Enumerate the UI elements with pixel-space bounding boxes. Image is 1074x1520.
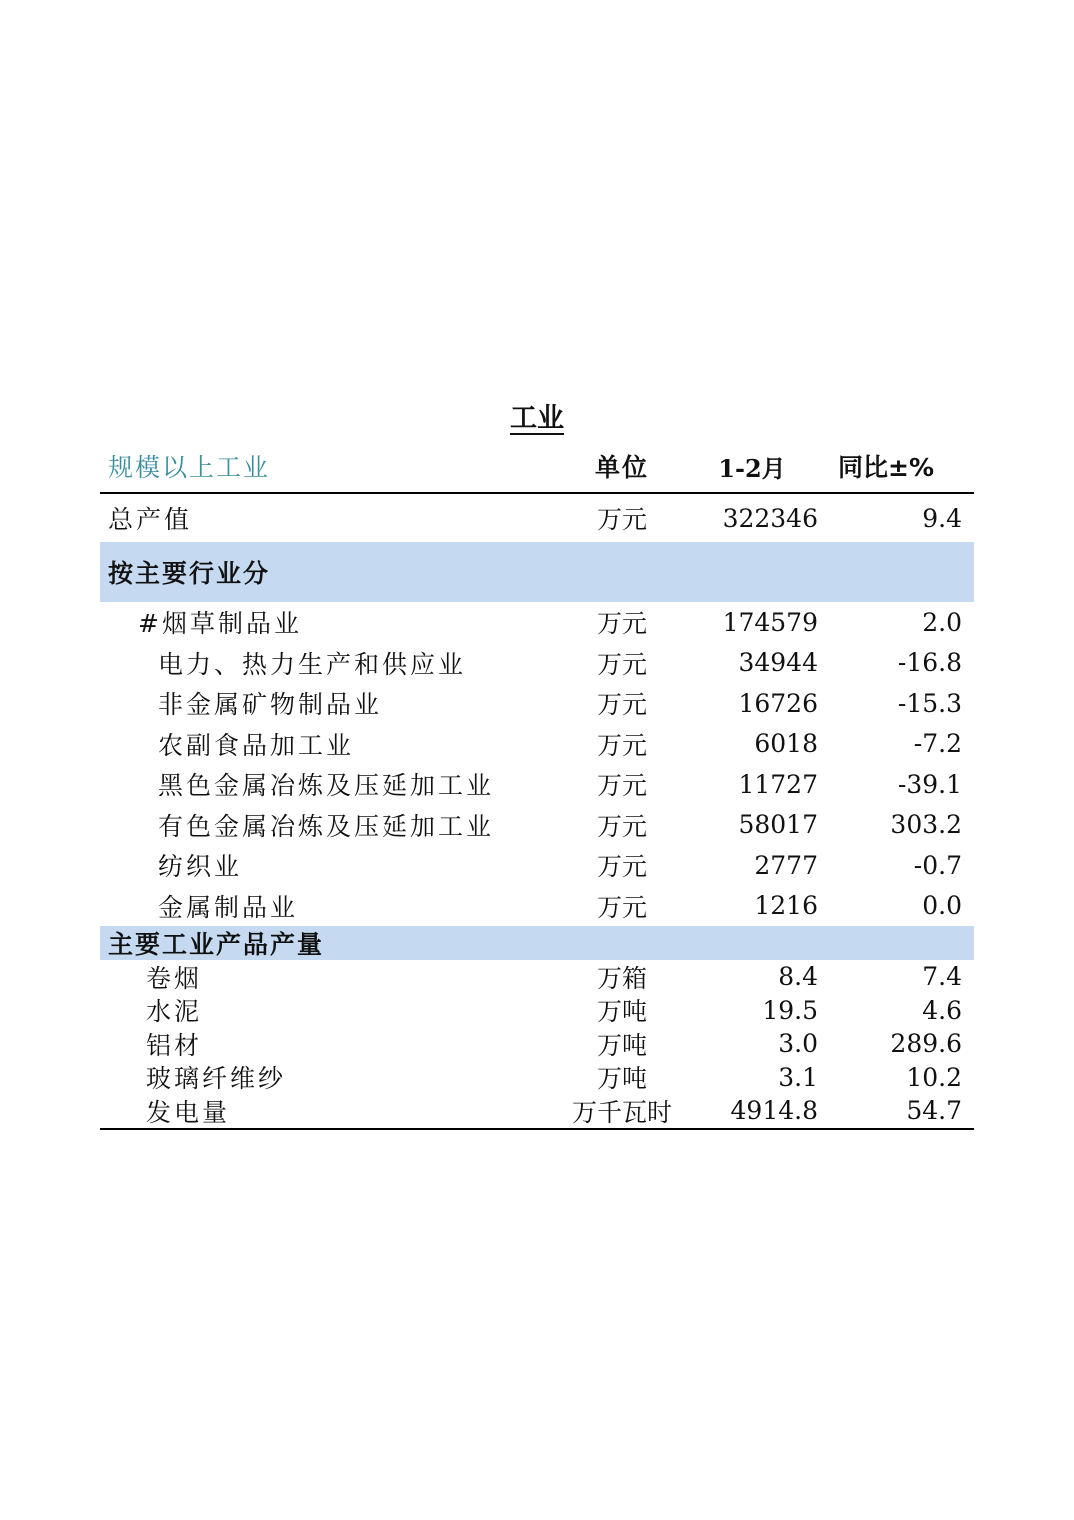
row-value: 6018 <box>754 729 818 759</box>
row-yoy: 10.2 <box>906 1062 962 1092</box>
row-yoy: 4.6 <box>922 995 962 1025</box>
row-value: 2777 <box>754 850 818 880</box>
row-yoy: -7.2 <box>913 729 962 759</box>
row-value: 19.5 <box>762 995 818 1025</box>
row-name: 纺织业 <box>158 852 243 882</box>
row-yoy: 2.0 <box>922 607 962 637</box>
table-row <box>100 1094 974 1128</box>
row-unit: 万吨 <box>596 1030 647 1060</box>
row-yoy: -15.3 <box>897 688 962 718</box>
row-yoy: -16.8 <box>897 648 962 678</box>
row-name: 农副食品加工业 <box>158 730 355 760</box>
row-unit: 万箱 <box>596 963 647 993</box>
section-main-products-label: 主要工业产品产量 <box>108 930 325 959</box>
row-name: 有色金属冶炼及压延加工业 <box>158 811 495 841</box>
row-unit: 万元 <box>596 730 647 760</box>
table-row <box>100 602 974 643</box>
row-name: 黑色金属冶炼及压延加工业 <box>158 771 495 801</box>
table-row <box>100 1061 974 1095</box>
row-value: 16726 <box>738 688 818 718</box>
row-yoy: 289.6 <box>890 1029 962 1059</box>
industry-table <box>100 440 974 1130</box>
row-yoy: 7.4 <box>922 962 962 992</box>
row-name: 电力、热力生产和供应业 <box>158 649 467 679</box>
total-yoy: 9.4 <box>922 503 962 533</box>
row-name: 金属制品业 <box>158 892 299 922</box>
header-yoy: 同比±% <box>838 453 934 482</box>
row-yoy: -39.1 <box>897 769 962 799</box>
header-value: 1-2月 <box>718 453 786 483</box>
table-row <box>100 764 974 805</box>
table-row <box>100 683 974 724</box>
row-unit: 万千瓦时 <box>571 1097 672 1127</box>
row-value: 8.4 <box>778 962 818 992</box>
row-value: 3.1 <box>778 1062 818 1092</box>
row-unit: 万吨 <box>596 997 647 1027</box>
header-section-label: 规模以上工业 <box>108 453 271 482</box>
table-row <box>100 886 974 927</box>
total-unit: 万元 <box>596 505 647 534</box>
table-row <box>100 724 974 765</box>
row-value: 1216 <box>754 891 818 921</box>
row-unit: 万元 <box>596 852 647 882</box>
section-by-industry-label: 按主要行业分 <box>108 559 271 588</box>
table-row <box>100 1027 974 1061</box>
table-row <box>100 643 974 684</box>
row-unit: 万元 <box>596 690 647 720</box>
header-unit: 单位 <box>594 453 649 482</box>
table-row <box>100 960 974 994</box>
row-value: 11727 <box>738 769 818 799</box>
row-value: 58017 <box>738 810 818 840</box>
table-row <box>100 805 974 846</box>
row-name: 玻璃纤维纱 <box>146 1064 287 1094</box>
row-name: 非金属矿物制品业 <box>158 690 383 720</box>
row-unit: 万吨 <box>596 1064 647 1094</box>
total-value: 322346 <box>722 503 818 533</box>
table-header <box>100 440 974 494</box>
row-name: 铝材 <box>146 1030 203 1060</box>
section-by-industry <box>100 542 974 602</box>
row-value: 4914.8 <box>730 1096 818 1126</box>
row-name: 卷烟 <box>146 963 203 993</box>
row-yoy: 54.7 <box>906 1096 962 1126</box>
row-name: 发电量 <box>146 1097 231 1127</box>
row-value: 3.0 <box>778 1029 818 1059</box>
row-unit: 万元 <box>596 609 647 639</box>
row-unit: 万元 <box>596 892 647 922</box>
row-unit: 万元 <box>596 771 647 801</box>
row-yoy: -0.7 <box>913 850 962 880</box>
row-value: 174579 <box>722 607 818 637</box>
row-yoy: 0.0 <box>922 891 962 921</box>
page-title <box>0 396 1074 435</box>
page-title-text: 工业 <box>510 403 564 434</box>
table-row <box>100 845 974 886</box>
row-unit: 万元 <box>596 649 647 679</box>
row-unit: 万元 <box>596 811 647 841</box>
total-name: 总产值 <box>108 505 193 534</box>
row-value: 34944 <box>738 648 818 678</box>
row-name: 水泥 <box>146 997 203 1027</box>
total-row <box>100 494 974 542</box>
row-name: #烟草制品业 <box>138 609 302 639</box>
row-yoy: 303.2 <box>890 810 962 840</box>
table-row <box>100 994 974 1028</box>
section-main-products <box>100 926 974 960</box>
